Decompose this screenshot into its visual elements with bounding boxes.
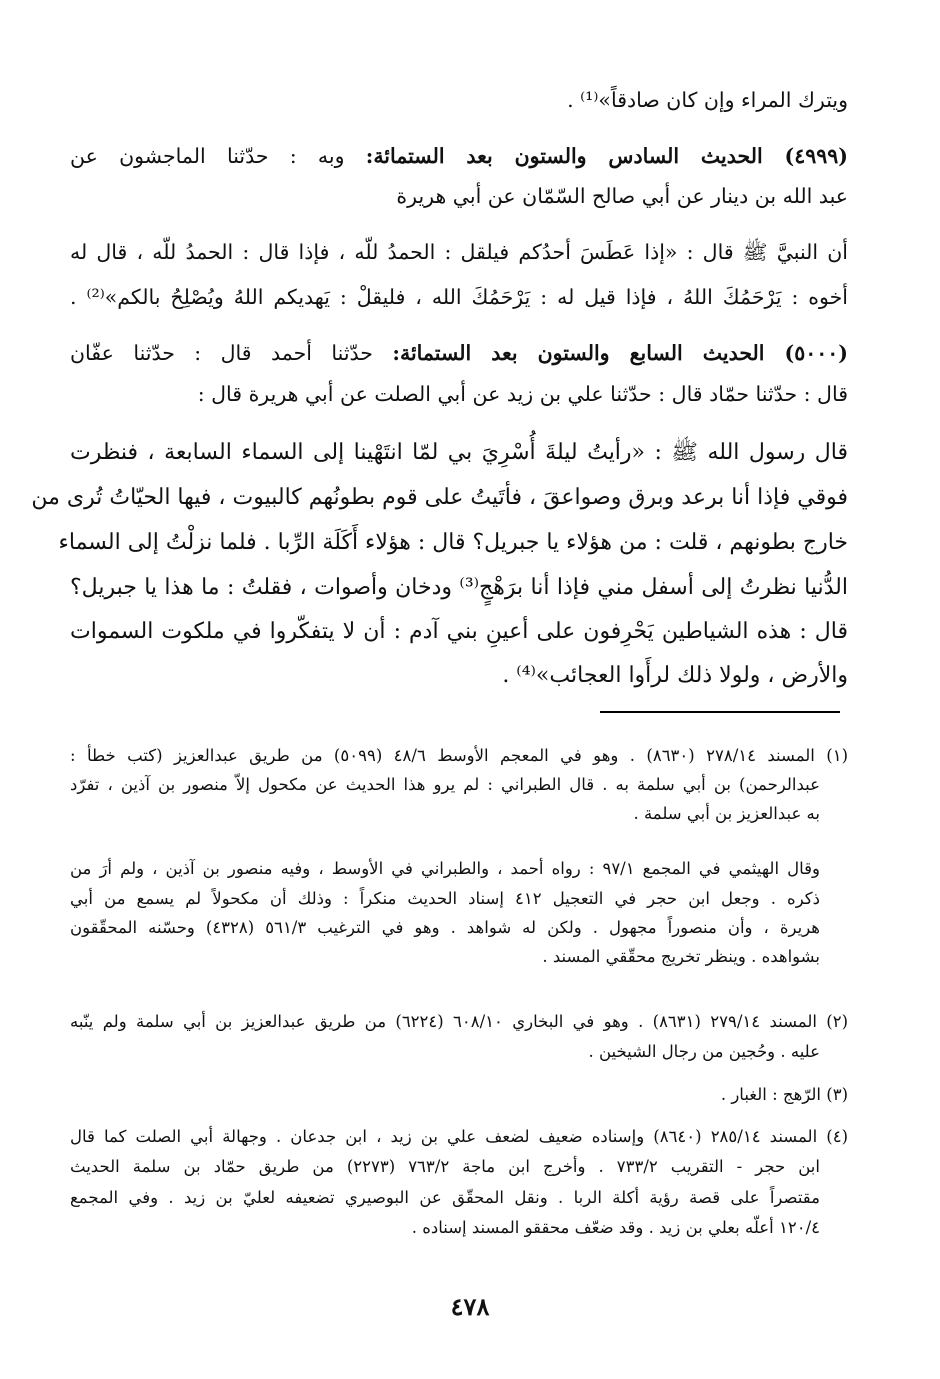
footnote-line: عليه . وحُجين من رجال الشيخين . [588, 1042, 820, 1061]
text-line: عبد الله بن دينار عن أبي صالح السّمّان عن أبي هريرة [396, 184, 848, 208]
footnote-line: ذكره . وجعل ابن حجر في التعجيل ٤١٢ إسناد الحديث منكراً : وذلك أن مكحولاً لم يسمع من أبي [70, 889, 821, 908]
footnote-line: هريرة ، وأن منصوراً مجهول . ولكن له شواهد . وهو في الترغيب ٥٦١/٣ (٤٣٢٨) وحسّنه المحقّقون [70, 918, 820, 937]
text-line: الدُّنيا نظرتُ إلى أسفل مني فإذا أنا برَهْجٍ⁽³⁾ ودخان وأصوات ، فقلتُ : ما هذا يا جبريل؟ [70, 575, 848, 600]
text-line: ويترك المراء وإن كان صادقاً»⁽¹⁾ . [567, 88, 848, 112]
text-span: وبه : حدّثنا الماجشون عن [70, 144, 366, 168]
footnote-3: (٣) الرّهج : الغبار . [720, 1085, 848, 1104]
footnote-line: وقال الهيثمي في المجمع ٩٧/١ : رواه أحمد ، والطبراني في الأوسط ، وفيه منصور بن آذين ، ولم أرَ من [70, 859, 820, 878]
footnote-line: ابن حجر - التقريب ٧٣٣/٢ . وأخرج ابن ماجة ٧٦٣/٢ (٢٢٧٣) من طريق حمّاد بن سلمة الحديث [70, 1157, 820, 1176]
footnote-separator [600, 711, 840, 713]
footnote-1: (١) المسند ٢٧٨/١٤ (٨٦٣٠) . وهو في المعجم الأوسط ٤٨/٦ (٥٠٩٩) من طريق عبدالعزيز (كتب خطأ : [70, 746, 849, 765]
text-span: حدّثنا أحمد قال : حدّثنا عفّان [70, 341, 393, 365]
hadith-heading-5000: (٥٠٠٠) الحديث السابع والستون بعد الستمائة: [392, 341, 848, 365]
footnote-line: به عبدالعزيز بن أبي سلمة . [633, 804, 820, 823]
footnote-line: مقتصراً على قصة رؤية أكلة الربا . ونقل المحقّق عن البوصيري تضعيفه لعليّ بن زيد . وفي المجمع [70, 1188, 820, 1207]
text-line: والأرض ، ولولا ذلك لرأَوا العجائب»⁽⁴⁾ . [502, 663, 848, 688]
text-line: خارج بطونهم ، قلت : من هؤلاء يا جبريل؟ قال : هؤلاء أَكَلَة الرِّبا . فلما نزلْتُ إلى السماء [58, 530, 848, 555]
hadith-heading-4999: (٤٩٩٩) الحديث السادس والستون بعد الستمائة: [365, 144, 848, 168]
text-line: قال : حدّثنا حمّاد قال : حدّثنا علي بن زيد عن أبي الصلت عن أبي هريرة قال : [197, 382, 848, 406]
text-line: قال رسول الله ﷺ : «رأيتُ ليلةَ أُسْرِيَ بي لمّا انتَهْينا إلى السماء السابعة ، فنظرت [70, 440, 848, 465]
text-line: قال : هذه الشياطين يَحْرِفون على أعينِ بني آدم : أن لا يتفكّروا في ملكوت السموات [70, 619, 848, 644]
text-line: أن النبيَّ ﷺ قال : «إذا عَطَسَ أحدُكم فيلقل : الحمدُ للّه ، فإذا قال : الحمدُ للّه ، قال له [70, 240, 848, 264]
footnote-line: بشواهده . وينظر تخريج محقّقي المسند . [542, 947, 820, 966]
footnote-line: ١٢٠/٤ أعلّه بعلي بن زيد . وقد ضعّف محققو المسند إسناده . [411, 1218, 820, 1237]
hadith-5000-line [70, 336, 848, 370]
page-number: ٤٧٨ [450, 1292, 490, 1321]
text-line: فوقي فإذا أنا برعد وبرق وصواعقَ ، فأتَيتُ على قوم بطونُهم كالبيوت ، فيها الحيّاتُ تُرى من [31, 485, 848, 510]
text-line: أخوه : يَرْحَمُكَ اللهُ ، فإذا قيل له : يَرْحَمُكَ الله ، فليقلْ : يَهديكم اللهُ ويُصْلِحُ بالكم»⁽²⁾ . [70, 285, 848, 309]
footnote-2: (٢) المسند ٢٧٩/١٤ (٨٦٣١) . وهو في البخاري ٦٠٨/١٠ (٦٢٢٤) من طريق عبدالعزيز بن أبي سلمة ولم ينّبه [70, 1012, 849, 1031]
footnote-line: عبدالرحمن) بن أبي سلمة به . قال الطبراني : لم يرو هذا الحديث عن مكحول إلاّ منصور بن آذين ، تفرّد [70, 775, 820, 794]
hadith-4999-line [70, 139, 848, 173]
footnote-4: (٤) المسند ٢٨٥/١٤ (٨٦٤٠) وإسناده ضعيف لضعف علي بن زيد ، ابن جدعان . وجهالة أبي الصلت كما قال [70, 1127, 849, 1146]
